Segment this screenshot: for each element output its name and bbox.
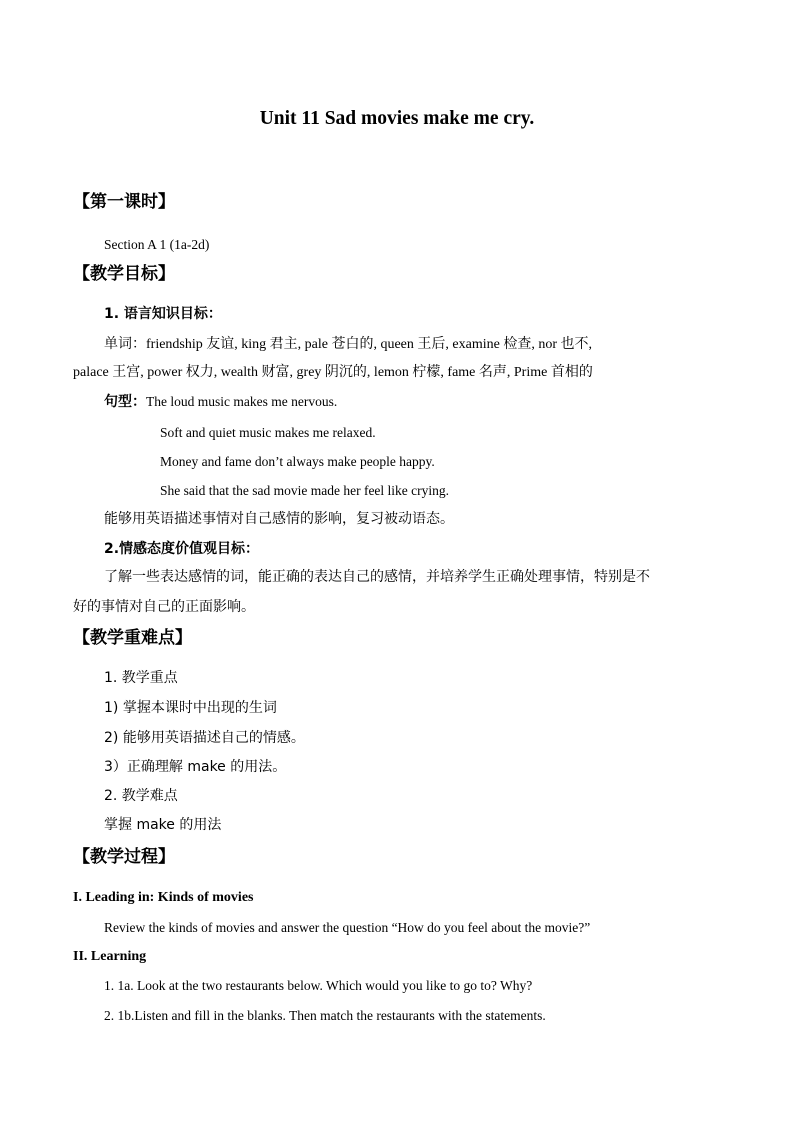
emotion-text-line-2: 好的事情对自己的正面影响。: [73, 599, 255, 615]
process-heading: 【教学过程】: [73, 847, 175, 867]
process-step-1: 1. 1a. Look at the two restaurants below. Which would you like to go to? Why?: [104, 978, 533, 993]
document-title: Unit 11 Sad movies make me cry.: [259, 108, 535, 129]
section-line: Section A 1 (1a-2d): [104, 237, 210, 252]
vocabulary-text-1: friendship 友谊, king 君主, pale 苍白的, queen 王后, examine 检查, nor 也不,: [146, 337, 592, 352]
process-part-1-text: Review the kinds of movies and answer the question “How do you feel about the movie?”: [104, 920, 591, 935]
vocabulary-line-2: palace 王宫, power 权力, wealth 财富, grey 阴沉的, lemon 柠檬, fame 名声, Prime 首相的: [73, 365, 593, 380]
difficulty-text: 掌握 make 的用法: [104, 817, 222, 833]
sentence-line-1: [104, 393, 337, 412]
sentence-4: She said that the sad movie made her feel like crying.: [160, 483, 450, 498]
key-point-1: 1. 教学重点: [104, 670, 178, 686]
ability-objective: 能够用英语描述事情对自己感情的影响，复习被动语态。: [104, 511, 454, 527]
process-part-2-title: II. Learning: [73, 949, 147, 964]
objectives-heading: 【教学目标】: [73, 264, 175, 284]
vocabulary-line-1: [104, 335, 592, 354]
objective-emotion-heading: 2.情感态度价值观目标：: [104, 541, 260, 557]
key-point-2: 2. 教学难点: [104, 788, 178, 804]
sentence-1: The loud music makes me nervous.: [146, 394, 338, 409]
lesson-heading: 【第一课时】: [73, 192, 175, 212]
sentence-3: Money and fame don’t always make people happy.: [160, 454, 435, 469]
key-point-sub-2: 2) 能够用英语描述自己的情感。: [104, 730, 305, 746]
objective-language-heading: 1. 语言知识目标：: [104, 306, 222, 322]
vocabulary-label: 单词：: [104, 336, 146, 352]
key-point-sub-1: 1) 掌握本课时中出现的生词: [104, 700, 277, 716]
process-step-2: 2. 1b.Listen and fill in the blanks. Then match the restaurants with the statements.: [104, 1008, 546, 1023]
emotion-text-line-1: 了解一些表达感情的词，能正确的表达自己的感情，并培养学生正确处理事情，特别是不: [104, 569, 650, 585]
key-points-heading: 【教学重难点】: [73, 628, 192, 648]
sentence-label: 句型：: [104, 394, 146, 410]
key-point-sub-3: 3）正确理解 make 的用法。: [104, 759, 287, 775]
sentence-2: Soft and quiet music makes me relaxed.: [160, 425, 376, 440]
process-part-1-title: I. Leading in: Kinds of movies: [73, 890, 254, 905]
